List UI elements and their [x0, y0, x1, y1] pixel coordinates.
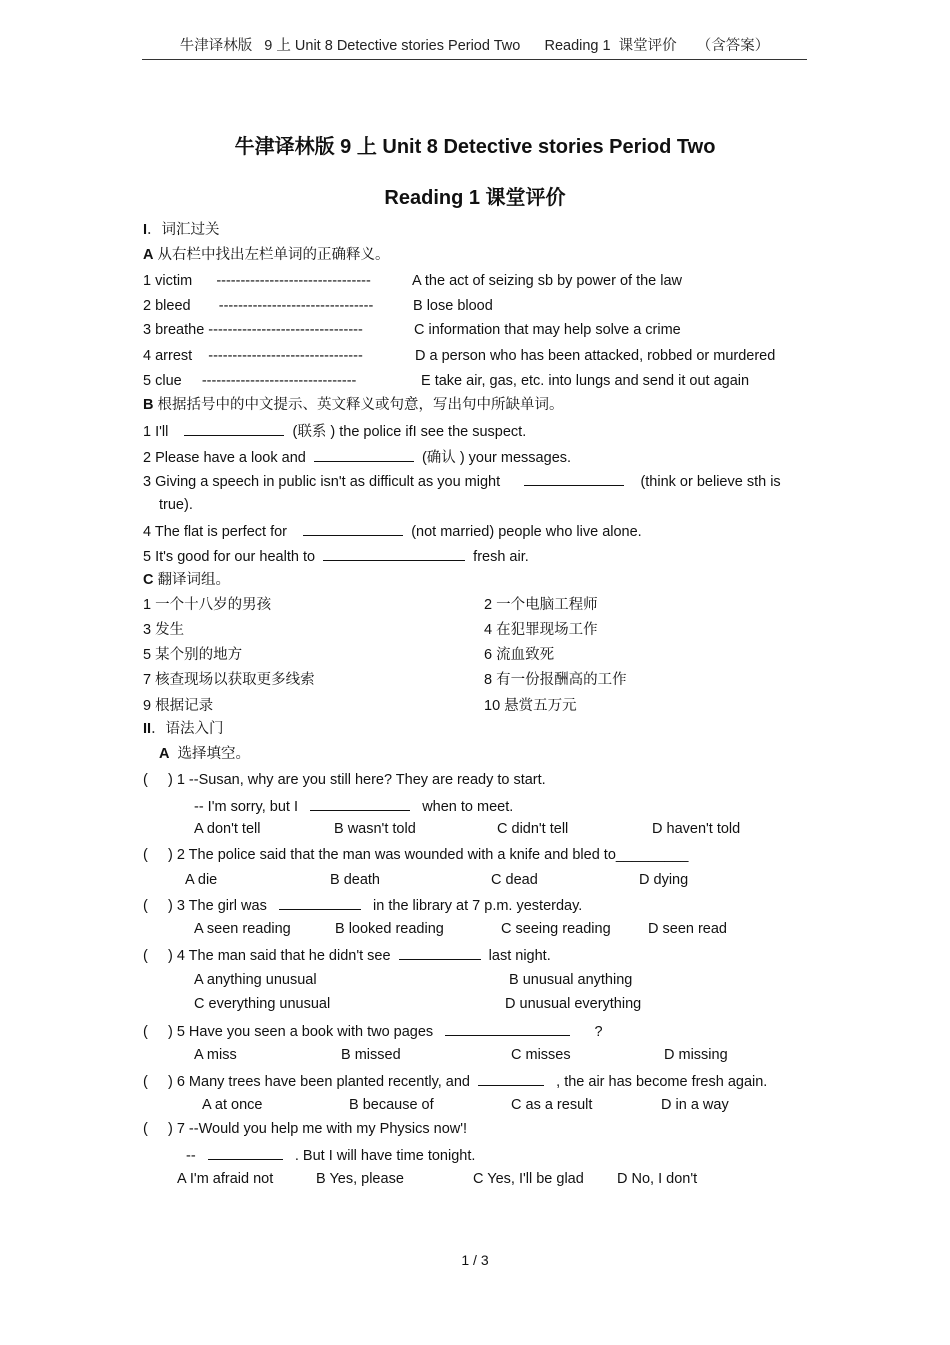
- answer-paren[interactable]: ( ): [143, 1121, 173, 1137]
- option[interactable]: C misses: [511, 1047, 571, 1063]
- phrase-item: 7 核查现场以获取更多线索: [143, 672, 315, 688]
- choice-question-7: ( ) 7 --Would you help me with my Physics now'!: [143, 1121, 468, 1137]
- answer-blank[interactable]: [399, 945, 481, 960]
- vocab-definition: D a person who has been attacked, robbed or murdered: [415, 348, 776, 364]
- answer-blank[interactable]: [310, 796, 410, 811]
- running-header: 牛津译林版 9 上 Unit 8 Detective stories Period Two Reading 1 课堂评价 （含答案）: [142, 34, 807, 60]
- choice-question-1-line2: -- I'm sorry, but I when to meet.: [194, 796, 513, 816]
- answer-paren[interactable]: ( ): [143, 898, 173, 914]
- phrase-item: 1 一个十八岁的男孩: [143, 597, 272, 613]
- fill-question-1: 1 I'll (联系 ) the police ifI see the suspect.: [143, 421, 526, 441]
- fill-question-3-cont: true).: [159, 497, 193, 513]
- vocab-word: 4 arrest --------------------------------: [143, 348, 363, 364]
- part-c-instruction: C 翻译词组。: [143, 572, 231, 588]
- phrase-item: 6 流血致死: [484, 647, 555, 663]
- answer-blank[interactable]: [445, 1021, 570, 1036]
- answer-paren[interactable]: ( ): [143, 948, 173, 964]
- option[interactable]: B Yes, please: [316, 1171, 404, 1187]
- option[interactable]: C everything unusual: [194, 996, 331, 1012]
- option[interactable]: C seeing reading: [501, 921, 611, 937]
- option[interactable]: D in a way: [661, 1097, 729, 1113]
- option[interactable]: B death: [330, 872, 380, 888]
- fill-question-2: 2 Please have a look and (确认 ) your messages.: [143, 447, 571, 467]
- part-a-choice-instruction: A 选择填空。: [159, 746, 251, 762]
- answer-blank[interactable]: [323, 546, 465, 561]
- phrase-item: 9 根据记录: [143, 698, 214, 714]
- answer-blank[interactable]: [303, 521, 403, 536]
- option[interactable]: B unusual anything: [509, 972, 633, 988]
- answer-paren[interactable]: ( ): [143, 772, 173, 788]
- option[interactable]: D seen read: [648, 921, 727, 937]
- option[interactable]: A I'm afraid not: [177, 1171, 274, 1187]
- choice-question-5: ( ) 5 Have you seen a book with two pages ?: [143, 1021, 603, 1041]
- option[interactable]: C as a result: [511, 1097, 593, 1113]
- phrase-item: 4 在犯罪现场工作: [484, 622, 598, 638]
- phrase-item: 8 有一份报酬高的工作: [484, 672, 627, 688]
- option[interactable]: D No, I don't: [617, 1171, 698, 1187]
- option[interactable]: B wasn't told: [334, 821, 416, 837]
- option[interactable]: A miss: [194, 1047, 237, 1063]
- fill-question-4: 4 The flat is perfect for (not married) people who live alone.: [143, 521, 642, 541]
- option[interactable]: A at once: [202, 1097, 263, 1113]
- section-2-heading: II．语法入门: [143, 721, 224, 737]
- page-number: 1 / 3: [461, 1252, 489, 1268]
- option[interactable]: D missing: [664, 1047, 728, 1063]
- section-1-heading: I．词汇过关: [143, 222, 220, 238]
- vocab-definition: C information that may help solve a crime: [414, 322, 681, 338]
- vocab-definition: B lose blood: [413, 298, 493, 314]
- option[interactable]: C dead: [491, 872, 538, 888]
- choice-question-2: ( ) 2 The police said that the man was wounded with a knife and bled to_________: [143, 847, 689, 863]
- option[interactable]: D unusual everything: [505, 996, 642, 1012]
- part-a-instruction: A 从右栏中找出左栏单词的正确释义。: [143, 247, 390, 263]
- option[interactable]: C Yes, I'll be glad: [473, 1171, 584, 1187]
- option[interactable]: B looked reading: [335, 921, 444, 937]
- answer-blank[interactable]: [208, 1145, 283, 1160]
- answer-paren[interactable]: ( ): [143, 1024, 173, 1040]
- answer-paren[interactable]: ( ): [143, 1074, 173, 1090]
- option[interactable]: D haven't told: [652, 821, 741, 837]
- choice-question-7-line2: -- . But I will have time tonight.: [186, 1145, 475, 1165]
- vocab-word: 5 clue --------------------------------: [143, 373, 357, 389]
- phrase-item: 5 某个别的地方: [143, 647, 243, 663]
- choice-question-4: ( ) 4 The man said that he didn't see last night.: [143, 945, 551, 965]
- vocab-definition: A the act of seizing sb by power of the law: [412, 273, 683, 289]
- answer-blank[interactable]: [314, 447, 414, 462]
- fill-question-3: 3 Giving a speech in public isn't as difficult as you might (think or believe sth is: [143, 471, 781, 491]
- option[interactable]: A don't tell: [194, 821, 261, 837]
- vocab-definition: E take air, gas, etc. into lungs and send it out again: [421, 373, 750, 389]
- option[interactable]: A seen reading: [194, 921, 291, 937]
- phrase-item: 2 一个电脑工程师: [484, 597, 598, 613]
- title-line-1: 牛津译林版 9 上 Unit 8 Detective stories Period Two: [234, 136, 716, 158]
- title-line-2: Reading 1 课堂评价: [384, 187, 566, 209]
- answer-blank[interactable]: [184, 421, 284, 436]
- part-b-instruction: B 根据括号中的中文提示、英文释义或句意，写出句中所缺单词。: [143, 397, 564, 413]
- choice-question-1: ( ) 1 --Susan, why are you still here? They are ready to start.: [143, 772, 546, 788]
- option[interactable]: C didn't tell: [497, 821, 569, 837]
- choice-question-6: ( ) 6 Many trees have been planted recently, and , the air has become fresh again.: [143, 1071, 767, 1091]
- answer-blank[interactable]: [478, 1071, 544, 1086]
- phrase-item: 3 发生: [143, 622, 185, 638]
- answer-blank[interactable]: [524, 471, 624, 486]
- option[interactable]: D dying: [639, 872, 689, 888]
- option[interactable]: B missed: [341, 1047, 401, 1063]
- option[interactable]: B because of: [349, 1097, 434, 1113]
- answer-paren[interactable]: ( ): [143, 847, 173, 863]
- answer-blank[interactable]: [279, 895, 361, 910]
- option[interactable]: A die: [185, 872, 218, 888]
- choice-question-3: ( ) 3 The girl was in the library at 7 p.m. yesterday.: [143, 895, 582, 915]
- option[interactable]: A anything unusual: [194, 972, 317, 988]
- phrase-item: 10 悬赏五万元: [484, 698, 577, 714]
- vocab-word: 3 breathe --------------------------------: [143, 322, 363, 338]
- vocab-word: 1 victim --------------------------------: [143, 273, 371, 289]
- vocab-word: 2 bleed --------------------------------: [143, 298, 374, 314]
- fill-question-5: 5 It's good for our health to fresh air.: [143, 546, 529, 566]
